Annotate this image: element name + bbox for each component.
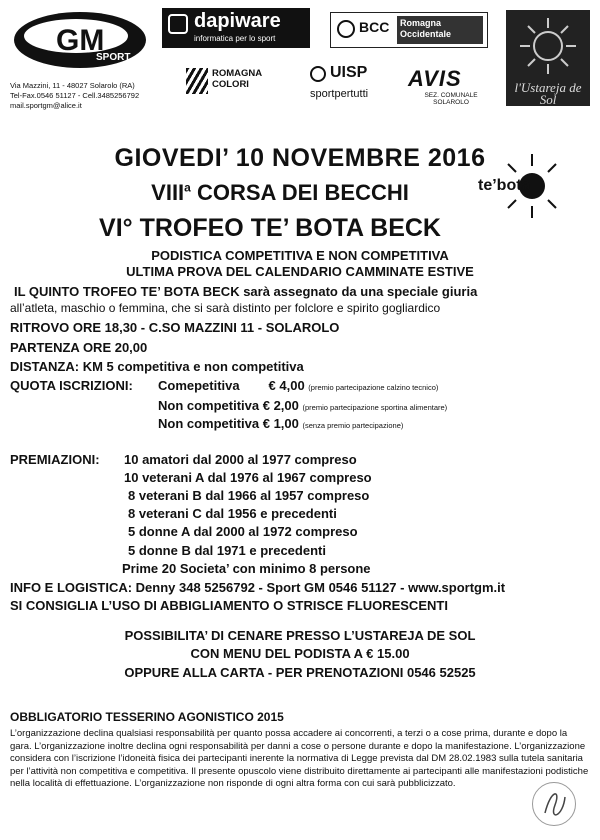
bcc-region: Romagna Occidentale [397,16,483,44]
award-item: Prime 20 Societa’ con minimo 8 persone [122,561,371,576]
avis-logo [408,66,494,106]
uisp-logo [310,64,394,106]
fee-noncompetitive-2 [158,416,403,431]
distance: DISTANZA: KM 5 competitiva e non competitiva [10,359,304,374]
romagna-colori-logo [186,66,290,100]
address-line: Via Mazzini, 11 - 48027 Solarolo (RA) [10,81,135,90]
dinner-possibility: POSSIBILITA’ DI CENARE PRESSO L’USTAREJA DE SOL [124,628,476,643]
fee-label: QUOTA ISCRIZIONI: [10,378,133,393]
gm-sport-text: SPORT [96,52,131,63]
signature-stamp [532,782,576,826]
fee-noncompetitive-2-price: Non competitiva € 1,00 [158,416,299,431]
avis-tagline: SEZ. COMUNALE SOLAROLO [424,92,478,106]
dinner-booking: OPPURE ALLA CARTA - PER PRENOTAZIONI 0546 52525 [124,665,476,680]
uisp-name: UISP [330,64,368,81]
uisp-icon [310,66,326,82]
award-item: 5 donne A dal 2000 al 1972 compreso [128,524,358,539]
fee-noncompetitive-1-price: Non competitiva € 2,00 [158,398,299,413]
gm-address [10,81,160,111]
fee-noncompetitive-2-note: (senza premio partecipazione) [302,421,404,430]
info-logistics: INFO E LOGISTICA: Denny 348 5256792 - Sport GM 0546 51127 - www.sportgm.it [10,580,506,595]
award-item: 10 veterani A dal 1976 al 1967 compreso [124,470,372,485]
award-item: 8 veterani B dal 1966 al 1957 compreso [128,488,370,503]
fee-noncompetitive-1 [158,398,447,413]
ustareja-logo [506,10,590,106]
dapiware-icon [168,14,188,34]
intro-jury: all’atleta, maschio o femmina, che si sarà distinto per folclore e spirito gogliardico [10,301,441,315]
license-requirement: OBBLIGATORIO TESSERINO AGONISTICO 2015 [10,710,284,724]
intro-trophy: IL QUINTO TROFEO TE’ BOTA BECK sarà assegnato da una speciale giuria [14,284,478,299]
race-number: VIII [151,180,185,205]
intro-competitive: PODISTICA COMPETITIVA E NON COMPETITIVA [151,248,449,263]
fee-competitive-note: (premio partecipazione calzino tecnico) [308,383,439,392]
gm-sport-logo [10,8,150,72]
dapiware-logo [162,8,310,48]
event-date-title: GIOVEDI’ 10 NOVEMBRE 2016 [114,144,486,172]
award-item: 8 veterani C dal 1956 e precedenti [128,506,337,521]
romagna-colori-text: ROMAGNA COLORI [212,68,262,90]
bcc-name: BCC [359,19,390,35]
awards-label: PREMIAZIONI: [10,452,100,467]
phone-line: Tel-Fax.0546 51127 - Cell.3485256792 [10,91,140,100]
disclaimer-text: L’organizzazione declina qualsiasi responsabilità per quanto possa accadere ai concorrenti, a terzi o a cose prima, durante e dopo la gara. L’organizzazione inoltre declina ogni responsabilità per danni a cose o persone durante e dopo la manifestazione. L’organizzazione considera con l’iscrizione l’idoneità fisica dei partecipanti inerente la normativa di Legge prevista dal DM 28.02.1983 sulla tutela sanitaria per l’attività non competitiva e competitiva. Il presente opuscolo viene distribuito direttamente ai partecipanti alle manifestazioni podistiche nella località di effettuazione. L’organizzazione non risponde di ogni altra forma con cui sarà pubblicizzato. [10,728,589,789]
fee-competitive-price: Comepetitiva € 4,00 [158,378,305,393]
race-name: CORSA DEI BECCHI [190,180,409,205]
gm-logo-text: GM [56,24,105,57]
uisp-tagline: sportpertutti [310,88,369,100]
award-item: 10 amatori dal 2000 al 1977 compreso [124,452,357,467]
dapiware-tagline: informatica per lo sport [194,34,276,43]
start-time: PARTENZA ORE 20,00 [10,340,148,355]
meeting-point: RITROVO ORE 18,30 - C.SO MAZZINI 11 - SOLAROLO [10,320,340,335]
sun-icon [506,14,590,78]
trophy-title: VI° TROFEO TE’ BOTA BECK [99,214,441,242]
avis-name: AVIS [408,66,462,91]
fee-noncompetitive-1-note: (premio partecipazione sportina alimentare) [302,403,448,412]
visibility-advice: SI CONSIGLIA L’USO DI ABBIGLIAMENTO O STRISCE FLUORESCENTI [10,598,448,613]
bcc-icon [337,20,355,38]
dapiware-name: dapiware [194,10,281,32]
fee-competitive [158,378,438,393]
tebota-text: te’bota [478,177,531,194]
award-item: 5 donne B dal 1971 e precedenti [128,543,326,558]
bcc-logo [330,12,488,48]
romagna-colori-icon [186,68,208,94]
email-line: mail.sportgm@alice.it [10,101,82,110]
tebota-logo [472,150,582,220]
race-superscript: a [184,180,191,195]
intro-calendar: ULTIMA PROVA DEL CALENDARIO CAMMINATE ESTIVE [126,264,474,279]
ustareja-text: l'Ustareja de Sol [514,80,582,107]
dinner-menu: CON MENU DEL PODISTA A € 15.00 [190,646,410,661]
